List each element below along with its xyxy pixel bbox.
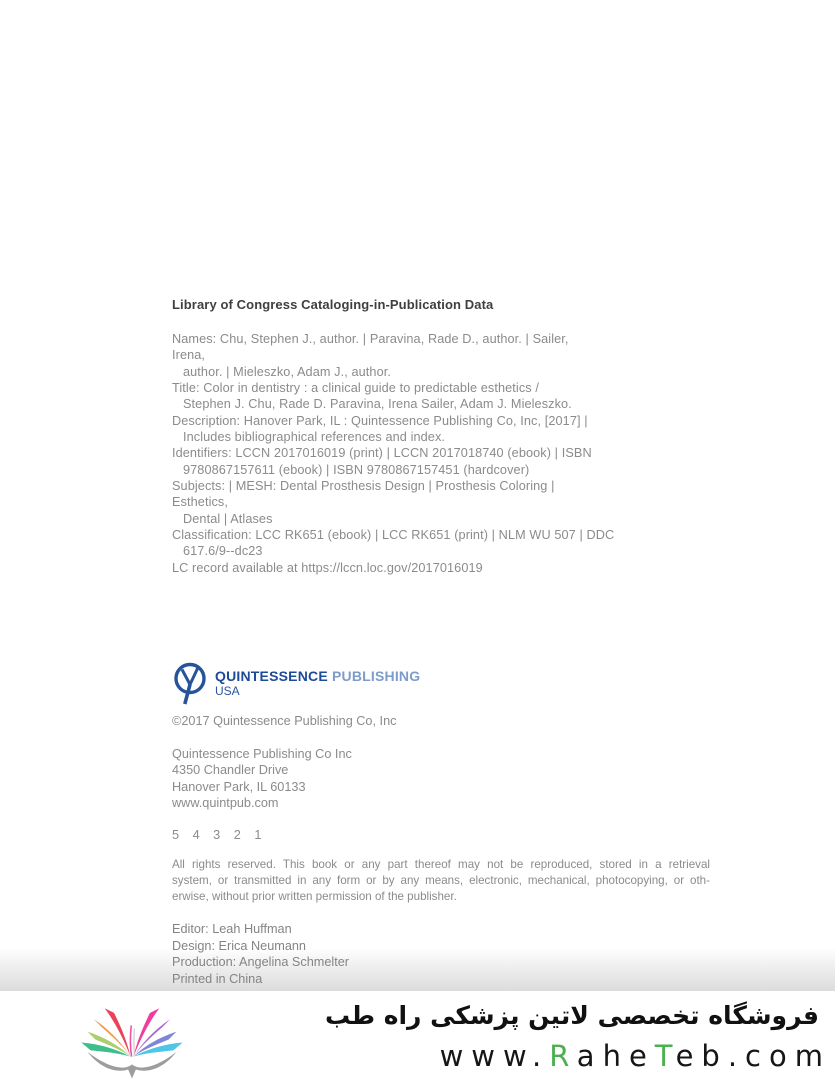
brand-suffix: PUBLISHING bbox=[331, 668, 421, 684]
cip-line-description: Description: Hanover Park, IL : Quintessence Publishing Co, Inc, [2017] | bbox=[172, 413, 588, 428]
cip-line-names-cont2: author. | Mieleszko, Adam J., author. bbox=[183, 364, 391, 379]
cip-line-title-cont: Stephen J. Chu, Rade D. Paravina, Irena Sailer, Adam J. Mieleszko. bbox=[183, 397, 572, 412]
publisher-address bbox=[172, 746, 352, 811]
rights-line: All rights reserved. This book or any part thereof may not be reproduced, stored in a retrieval bbox=[172, 858, 710, 871]
credit-design: Design: Erica Neumann bbox=[172, 938, 306, 953]
rights-line: system, or transmitted in any form or by any means, electronic, mechanical, photocopying, or oth- bbox=[172, 874, 710, 888]
raheteb-book-icon bbox=[64, 1002, 200, 1080]
cip-line-subjects: Subjects: | MESH: Dental Prosthesis Design | Prosthesis Coloring | bbox=[172, 479, 555, 494]
quintessence-logo-text bbox=[215, 660, 420, 699]
publisher-name: Quintessence Publishing Co Inc bbox=[172, 747, 352, 761]
cip-line-names: Names: Chu, Stephen J., author. | Paravina, Rade D., author. | Sailer, bbox=[172, 332, 569, 346]
rights-paragraph bbox=[172, 857, 710, 905]
credits-block bbox=[172, 921, 349, 987]
url-segment-accent-t: T bbox=[654, 1039, 676, 1073]
url-segment: eb.com bbox=[675, 1039, 831, 1073]
cip-line-classification: Classification: LCC RK651 (ebook) | LCC RK651 (print) | NLM WU 507 | DDC bbox=[172, 528, 615, 543]
store-url bbox=[440, 1039, 831, 1073]
cip-line-class-cont: 617.6/9--dc23 bbox=[183, 544, 263, 559]
cip-heading: Library of Congress Cataloging-in-Publication Data bbox=[172, 297, 494, 312]
page-edge-shadow bbox=[0, 948, 835, 991]
cip-line-identifiers: Identifiers: LCCN 2017016019 (print) | LCCN 2017018740 (ebook) | ISBN bbox=[172, 446, 592, 461]
cip-line-desc-cont: Includes bibliographical references and index. bbox=[183, 430, 446, 445]
url-segment-accent-r: R bbox=[549, 1039, 577, 1073]
cip-line-names-cont: Irena, bbox=[172, 348, 206, 363]
copyright-line: ©2017 Quintessence Publishing Co, Inc bbox=[172, 714, 397, 728]
cip-line-subjects-cont2: Dental | Atlases bbox=[183, 511, 273, 526]
publisher-website: www.quintpub.com bbox=[172, 796, 279, 811]
store-title-persian: فروشگاه تخصصی لاتین پزشکی راه طب bbox=[324, 1001, 819, 1030]
print-run-numbers: 5 4 3 2 1 bbox=[172, 828, 262, 842]
credit-production: Production: Angelina Schmelter bbox=[172, 955, 350, 970]
cip-line-subjects-cont: Esthetics, bbox=[172, 495, 228, 510]
quintessence-logo bbox=[170, 660, 420, 708]
url-segment: www. bbox=[439, 1039, 550, 1073]
brand-region: USA bbox=[215, 684, 240, 699]
cip-block bbox=[172, 331, 614, 576]
credit-editor: Editor: Leah Huffman bbox=[172, 922, 292, 936]
quintessence-q-icon bbox=[170, 660, 210, 708]
publisher-city: Hanover Park, IL 60133 bbox=[172, 779, 306, 794]
cip-line-lc-record: LC record available at https://lccn.loc.gov/2017016019 bbox=[172, 560, 483, 575]
cip-line-ident-cont: 9780867157611 (ebook) | ISBN 9780867157451 (hardcover) bbox=[183, 462, 530, 477]
url-segment: ahe bbox=[576, 1039, 655, 1073]
credit-printed-in: Printed in China bbox=[172, 971, 263, 986]
publisher-street: 4350 Chandler Drive bbox=[172, 763, 289, 778]
cip-line-title: Title: Color in dentistry : a clinical guide to predictable esthetics / bbox=[172, 381, 539, 396]
rights-line: erwise, without prior written permission of the publisher. bbox=[172, 890, 457, 904]
brand-name: QUINTESSENCE bbox=[215, 668, 328, 684]
